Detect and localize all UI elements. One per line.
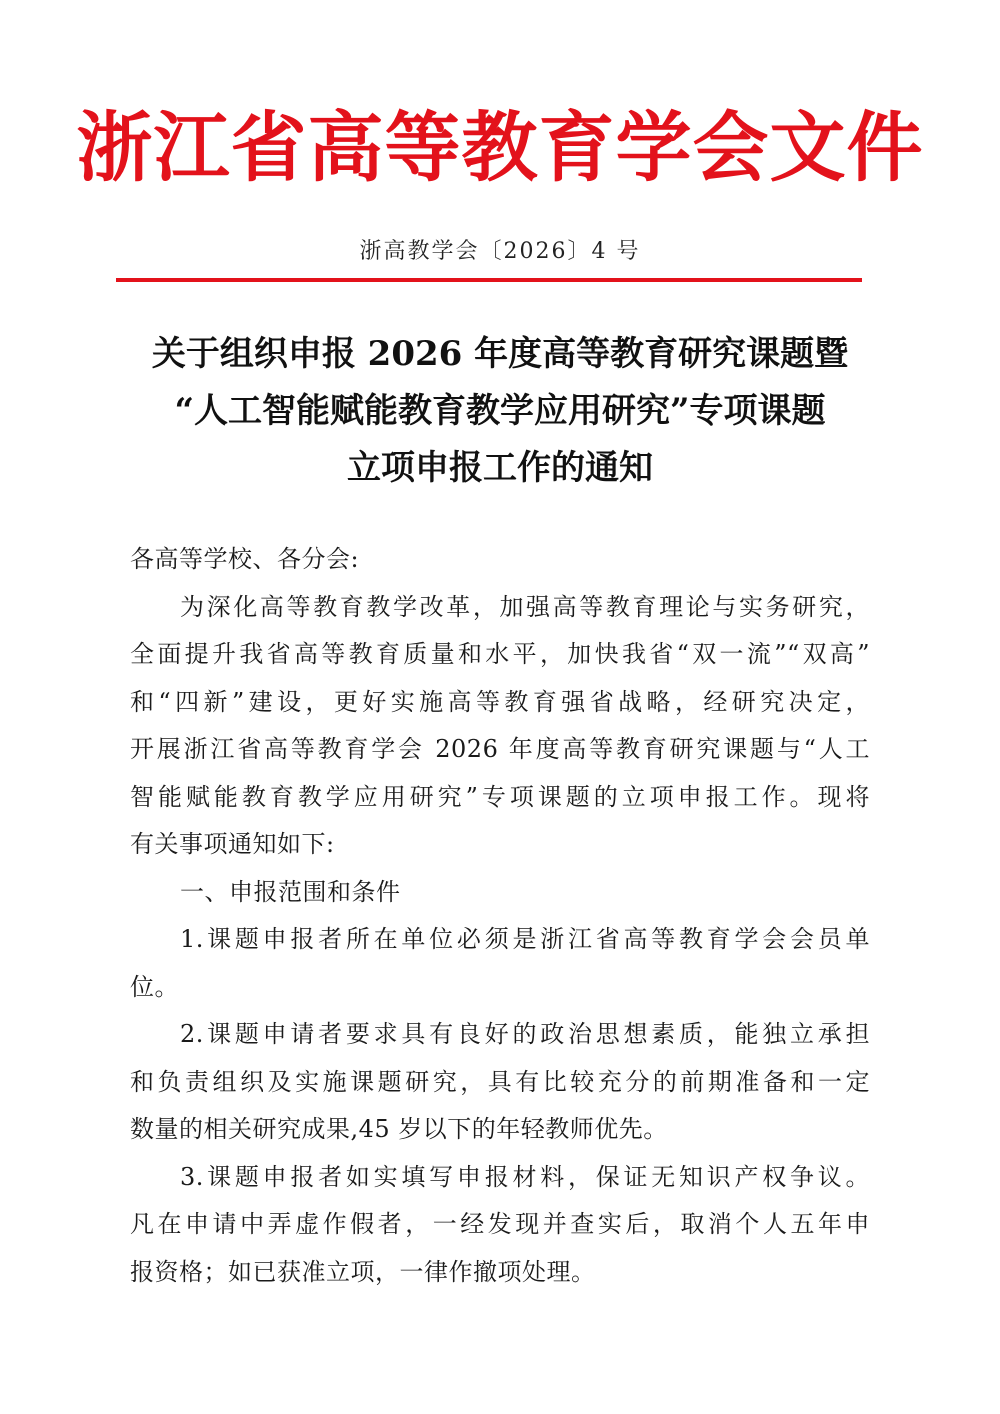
document-number: 浙高教学会〔2026〕4 号 <box>359 239 641 264</box>
condition-item-2 <box>130 1011 870 1154</box>
paragraph-line: 有关事项通知如下: <box>130 830 335 858</box>
document-header-title: 浙江省高等教育学会文件 <box>76 103 924 192</box>
condition-item-3 <box>130 1154 870 1297</box>
paragraph-line: 1.课题申报者所在单位必须是浙江省高等教育学会会员单 <box>180 925 870 953</box>
paragraph-line: 位。 <box>130 972 179 1001</box>
notice-title <box>60 326 940 497</box>
notice-title-line: 关于组织申报 2026 年度高等教育研究课题暨 <box>151 334 849 374</box>
red-divider-line <box>116 278 862 282</box>
condition-item-1 <box>130 916 870 1011</box>
intro-paragraph <box>130 584 870 869</box>
paragraph-line: 和负责组织及实施课题研究，具有比较充分的前期准备和一定 <box>130 1067 870 1096</box>
notice-title-line: “人工智能赋能教育教学应用研究”专项课题 <box>174 391 826 431</box>
paragraph-line: 智能赋能教育教学应用研究”专项课题的立项申报工作。现将 <box>130 782 870 811</box>
paragraph-line: 报资格；如已获准立项，一律作撤项处理。 <box>130 1257 596 1286</box>
salutation: 各高等学校、各分会: <box>130 545 360 573</box>
paragraph-line: 数量的相关研究成果,45 岁以下的年轻教师优先。 <box>130 1115 668 1143</box>
paragraph-line: 为深化高等教育教学改革，加强高等教育理论与实务研究， <box>180 592 870 621</box>
paragraph-line: 开展浙江省高等教育学会 2026 年度高等教育研究课题与“人工 <box>130 735 870 763</box>
paragraph-line: 和“四新”建设，更好实施高等教育强省战略，经研究决定， <box>130 687 870 716</box>
paragraph-line: 全面提升我省高等教育质量和水平，加快我省“双一流”“双高” <box>130 640 870 668</box>
paragraph-line: 2.课题申请者要求具有良好的政治思想素质，能独立承担 <box>180 1020 870 1048</box>
notice-title-line: 立项申报工作的通知 <box>347 448 653 488</box>
section-heading: 一、申报范围和条件 <box>180 877 401 906</box>
paragraph-line: 3.课题申报者如实填写申报材料，保证无知识产权争议。 <box>180 1162 870 1191</box>
notice-body <box>130 536 870 1296</box>
paragraph-line: 凡在申请中弄虚作假者，一经发现并查实后，取消个人五年申 <box>130 1210 870 1238</box>
